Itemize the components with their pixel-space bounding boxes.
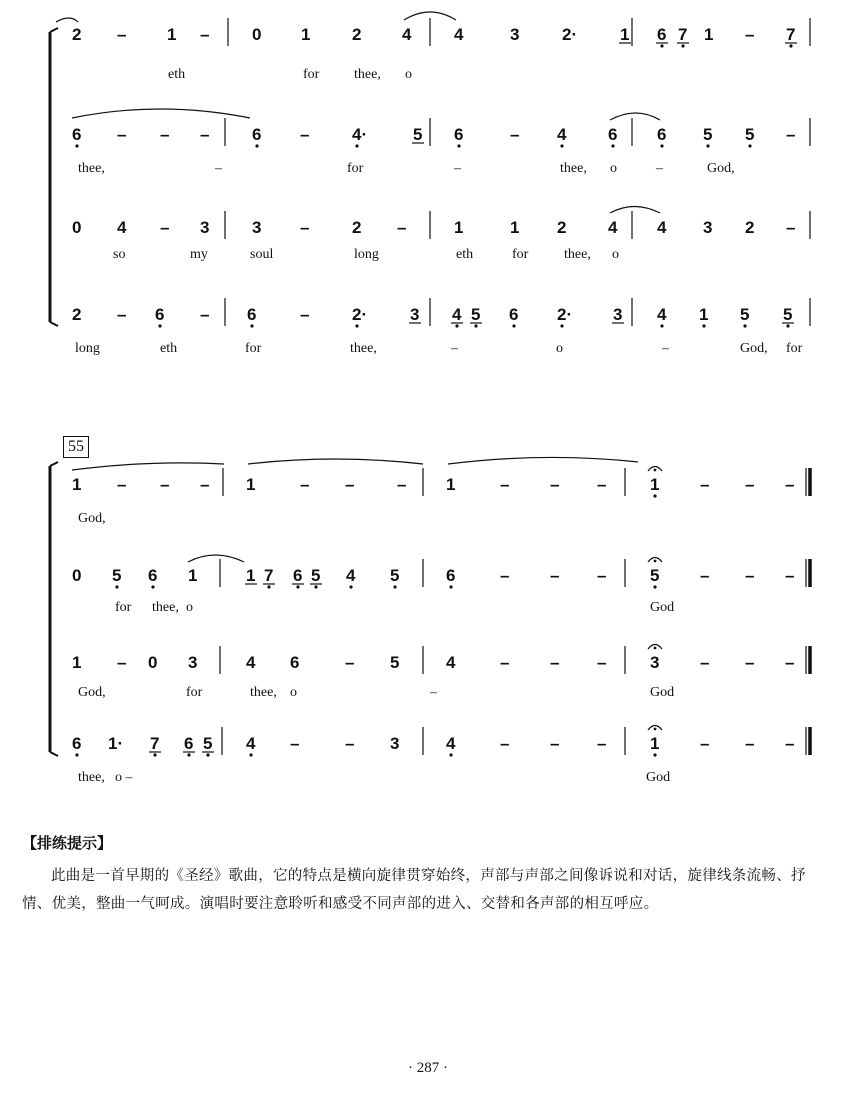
octave-dot [355, 144, 358, 147]
note: 1 [72, 653, 82, 672]
note: – [745, 25, 755, 44]
octave-dot [474, 324, 477, 327]
lyric: – [662, 341, 669, 356]
lyric: o [405, 67, 412, 82]
lyric: thee, [78, 770, 105, 785]
octave-dot [151, 585, 154, 588]
note: 4 [246, 734, 256, 753]
note: 1 [650, 475, 660, 494]
note: 1 [301, 25, 311, 44]
lyric: God [650, 600, 675, 615]
octave-dot [249, 753, 252, 756]
slur [610, 113, 660, 120]
note: – [785, 734, 795, 753]
octave-dot [560, 324, 563, 327]
lyric: – [215, 161, 222, 176]
note: – [700, 653, 710, 672]
note: – [785, 566, 795, 585]
note: – [397, 218, 407, 237]
octave-dot [75, 753, 78, 756]
octave-dot [653, 753, 656, 756]
note: 1 [510, 218, 520, 237]
note: – [345, 653, 355, 672]
note: 1 [246, 475, 256, 494]
lyric: – [430, 685, 437, 700]
note: – [300, 125, 310, 144]
lyric: soul [250, 247, 274, 262]
note: 5 [745, 125, 755, 144]
note: – [160, 125, 170, 144]
slur [248, 459, 423, 464]
note: – [397, 475, 407, 494]
octave-dot [653, 494, 656, 497]
lyric: so [113, 247, 126, 262]
note: 6 [657, 125, 667, 144]
octave-dot [789, 44, 792, 47]
note: 6 [155, 305, 165, 324]
note: – [745, 566, 755, 585]
note: – [160, 475, 170, 494]
note: 5 [390, 653, 400, 672]
note: – [510, 125, 520, 144]
lyric: thee, [250, 685, 277, 700]
note: – [500, 653, 510, 672]
lyric: for [115, 600, 132, 615]
rehearsal-mark: 55 [63, 436, 89, 458]
note: 0 [252, 25, 262, 44]
note: 2 [72, 25, 82, 44]
note: 1 [72, 475, 82, 494]
note: 2 [557, 218, 567, 237]
slur [448, 457, 638, 464]
lyric: God, [707, 161, 735, 176]
note: – [345, 475, 355, 494]
note: – [700, 566, 710, 585]
note: 4· [352, 125, 368, 144]
lyric: for [786, 341, 803, 356]
lyric: o [612, 247, 619, 262]
octave-dot [653, 585, 656, 588]
lyric: o – [115, 770, 133, 785]
note: 4 [346, 566, 356, 585]
note: – [745, 475, 755, 494]
note: 4 [117, 218, 127, 237]
note: – [117, 653, 127, 672]
lyric: long [354, 247, 379, 262]
note: 3 [650, 653, 660, 672]
slur [72, 463, 224, 470]
lyric: thee, [354, 67, 381, 82]
lyric: eth [160, 341, 178, 356]
note: 2· [562, 25, 578, 44]
note: – [345, 734, 355, 753]
note: 3 [252, 218, 262, 237]
lyric: God [646, 770, 671, 785]
note: 1 [167, 25, 177, 44]
note: 6 [72, 734, 82, 753]
note: 0 [148, 653, 158, 672]
note: – [700, 475, 710, 494]
note: 5 [413, 125, 423, 144]
note: 1 [704, 25, 714, 44]
lyric: o [186, 600, 193, 615]
octave-dot [748, 144, 751, 147]
note: – [550, 566, 560, 585]
octave-dot [158, 324, 161, 327]
note: 3 [613, 305, 623, 324]
lyric: – [454, 161, 461, 176]
note: – [200, 25, 210, 44]
slur [72, 109, 250, 118]
octave-dot [296, 585, 299, 588]
note: – [300, 475, 310, 494]
lyric: God, [78, 511, 106, 526]
note: 1 [650, 734, 660, 753]
octave-dot [449, 585, 452, 588]
octave-dot [355, 324, 358, 327]
lyric: God [650, 685, 675, 700]
octave-dot [512, 324, 515, 327]
octave-dot [681, 44, 684, 47]
note: 6 [446, 566, 456, 585]
page-number: · 287 · [408, 1060, 448, 1076]
rehearsal-notes-heading: 【排练提示】 [22, 834, 113, 852]
note: 6 [252, 125, 262, 144]
octave-dot [702, 324, 705, 327]
lyric: thee, [152, 600, 179, 615]
note: 5 [471, 305, 481, 324]
note: 1 [699, 305, 709, 324]
octave-dot [660, 144, 663, 147]
octave-dot [660, 44, 663, 47]
note: 2 [352, 25, 362, 44]
note: 6 [657, 25, 667, 44]
note: 6 [509, 305, 519, 324]
octave-dot [187, 753, 190, 756]
note: – [785, 475, 795, 494]
octave-dot [153, 753, 156, 756]
octave-dot [115, 585, 118, 588]
note: 4 [446, 653, 456, 672]
lyric: for [347, 161, 364, 176]
note: 4 [402, 25, 412, 44]
octave-dot [449, 753, 452, 756]
lyric: my [190, 247, 208, 262]
note: 2· [557, 305, 573, 324]
octave-dot [706, 144, 709, 147]
note: 4 [608, 218, 618, 237]
octave-dot [349, 585, 352, 588]
slur [188, 555, 244, 562]
note: – [597, 734, 607, 753]
note: – [597, 653, 607, 672]
lyric: God, [78, 685, 106, 700]
note: 2· [352, 305, 368, 324]
note: 1 [454, 218, 464, 237]
note: – [786, 218, 796, 237]
note: – [117, 305, 127, 324]
note: – [160, 218, 170, 237]
note: 6 [293, 566, 303, 585]
slur [610, 207, 660, 214]
note: 4 [452, 305, 462, 324]
note: – [300, 218, 310, 237]
lyric: long [75, 341, 100, 356]
note: – [745, 734, 755, 753]
lyric: for [512, 247, 529, 262]
lyric: – [451, 341, 458, 356]
octave-dot [255, 144, 258, 147]
octave-dot [75, 144, 78, 147]
note: – [117, 125, 127, 144]
note: 5 [703, 125, 713, 144]
note: 5 [650, 566, 660, 585]
octave-dot [455, 324, 458, 327]
note: 0 [72, 566, 82, 585]
note: 4 [557, 125, 567, 144]
note: 1 [620, 25, 630, 44]
note: – [290, 734, 300, 753]
note: – [550, 653, 560, 672]
note: 4 [446, 734, 456, 753]
octave-dot [393, 585, 396, 588]
octave-dot [206, 753, 209, 756]
octave-dot [786, 324, 789, 327]
note: – [300, 305, 310, 324]
note: 6 [608, 125, 618, 144]
note: 3 [390, 734, 400, 753]
note: – [200, 125, 210, 144]
note: – [597, 475, 607, 494]
note: – [597, 566, 607, 585]
lyric: for [186, 685, 203, 700]
octave-dot [250, 324, 253, 327]
lyric: thee, [78, 161, 105, 176]
note: 6 [148, 566, 158, 585]
note: – [200, 475, 210, 494]
lyric: thee, [560, 161, 587, 176]
note: 6 [72, 125, 82, 144]
lyric: God, [740, 341, 768, 356]
lyric: o [610, 161, 617, 176]
note: 5 [112, 566, 122, 585]
note: – [786, 125, 796, 144]
note: 4 [657, 305, 667, 324]
octave-dot [611, 144, 614, 147]
octave-dot [267, 585, 270, 588]
note: – [500, 566, 510, 585]
note: 7 [150, 734, 160, 753]
octave-dot [660, 324, 663, 327]
lyric: thee, [350, 341, 377, 356]
note: 5 [783, 305, 793, 324]
note: – [500, 475, 510, 494]
note: 2 [72, 305, 82, 324]
note: 3 [200, 218, 210, 237]
note: 4 [246, 653, 256, 672]
note: – [500, 734, 510, 753]
note: 1 [246, 566, 256, 585]
note: 1· [108, 734, 124, 753]
note: 3 [510, 25, 520, 44]
note: 3 [410, 305, 420, 324]
note: 2 [745, 218, 755, 237]
note: 6 [454, 125, 464, 144]
lyric: – [656, 161, 663, 176]
note: 3 [703, 218, 713, 237]
note: – [700, 734, 710, 753]
note: 7 [678, 25, 688, 44]
lyric: eth [168, 67, 186, 82]
note: 7 [786, 25, 796, 44]
note: 5 [311, 566, 321, 585]
lyric: for [245, 341, 262, 356]
note: – [550, 734, 560, 753]
note: 5 [390, 566, 400, 585]
note: 7 [264, 566, 274, 585]
lyric: eth [456, 247, 474, 262]
note: 5 [203, 734, 213, 753]
lyric: o [556, 341, 563, 356]
note: 6 [290, 653, 300, 672]
note: 6 [247, 305, 257, 324]
note: 4 [657, 218, 667, 237]
octave-dot [560, 144, 563, 147]
note: 6 [184, 734, 194, 753]
octave-dot [314, 585, 317, 588]
lyric: thee, [564, 247, 591, 262]
lyric: for [303, 67, 320, 82]
note: – [785, 653, 795, 672]
note: – [200, 305, 210, 324]
note: 2 [352, 218, 362, 237]
note: 1 [188, 566, 198, 585]
note: 0 [72, 218, 82, 237]
note: – [745, 653, 755, 672]
lyric: o [290, 685, 297, 700]
note: 4 [454, 25, 464, 44]
note: 3 [188, 653, 198, 672]
note: – [550, 475, 560, 494]
note: 1 [446, 475, 456, 494]
octave-dot [743, 324, 746, 327]
note: 5 [740, 305, 750, 324]
rehearsal-notes-text: 此曲是一首早期的《圣经》歌曲，它的特点是横向旋律贯穿始终，声部与声部之间像诉说和对话，旋律线条流畅、抒情、优美，整曲一气呵成。演唱时要注意聆听和感受不同声部的进入、交替和各声部的相互呼应。 [22, 868, 806, 912]
note: – [117, 25, 127, 44]
note: – [117, 475, 127, 494]
octave-dot [457, 144, 460, 147]
